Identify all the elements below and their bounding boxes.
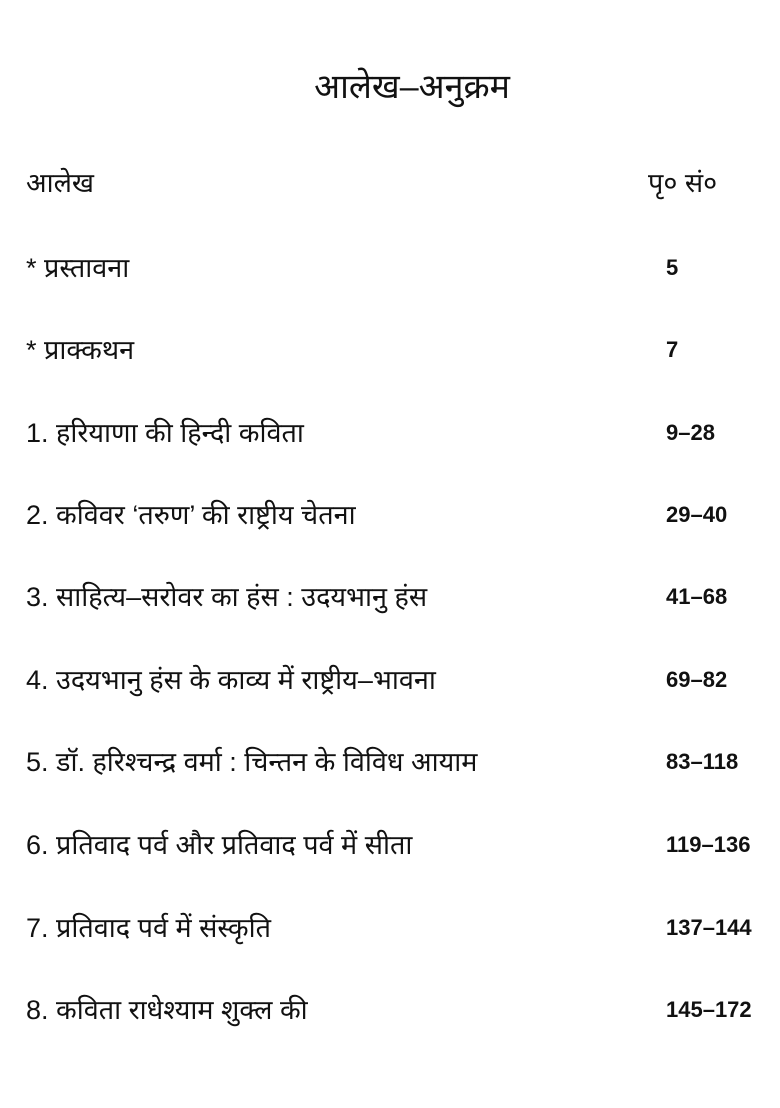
entry-pages: 29–40 — [666, 502, 728, 527]
entry-pages: 137–144 — [666, 915, 752, 940]
toc-entry — [0, 740, 780, 784]
entry-pages: 9–28 — [666, 420, 715, 445]
toc-entry — [0, 575, 780, 619]
toc-entry — [0, 328, 780, 372]
entry-title: 7. प्रतिवाद पर्व में संस्कृति — [26, 913, 271, 943]
entry-title: 2. कविवर ‘तरुण’ की राष्ट्रीय चेतना — [26, 500, 356, 530]
page-column-header: पृ० सं० — [648, 168, 718, 198]
entry-title: 8. कविता राधेश्याम शुक्ल की — [26, 995, 308, 1025]
toc-header — [0, 161, 780, 205]
entry-pages: 145–172 — [666, 997, 752, 1022]
toc-entry — [0, 658, 780, 702]
entry-pages: 7 — [666, 337, 679, 362]
entry-title: 4. उदयभानु हंस के काव्य में राष्ट्रीय–भावना — [26, 665, 436, 695]
toc-entry — [0, 493, 780, 537]
toc-entry — [0, 906, 780, 950]
entry-title: 1. हरियाणा की हिन्दी कविता — [26, 418, 304, 448]
entry-pages: 83–118 — [666, 749, 739, 774]
entry-title: * प्राक्कथन — [26, 335, 135, 365]
entry-pages: 119–136 — [666, 832, 751, 857]
toc-entry — [0, 411, 780, 455]
entry-title: 6. प्रतिवाद पर्व और प्रतिवाद पर्व में सीता — [26, 830, 413, 860]
entry-title: * प्रस्तावना — [26, 253, 130, 283]
page-title: आलेख–अनुक्रम — [314, 68, 510, 106]
entry-title: 3. साहित्य–सरोवर का हंस : उदयभानु हंस — [26, 582, 428, 612]
toc-entry — [0, 246, 780, 290]
entry-pages: 41–68 — [666, 584, 728, 609]
entry-pages: 5 — [666, 255, 679, 280]
toc-entry — [0, 823, 780, 867]
toc-entry — [0, 988, 780, 1032]
article-column-header: आलेख — [26, 168, 94, 198]
entry-pages: 69–82 — [666, 667, 728, 692]
entry-title: 5. डॉ. हरिश्चन्द्र वर्मा : चिन्तन के विविध आयाम — [26, 747, 478, 777]
